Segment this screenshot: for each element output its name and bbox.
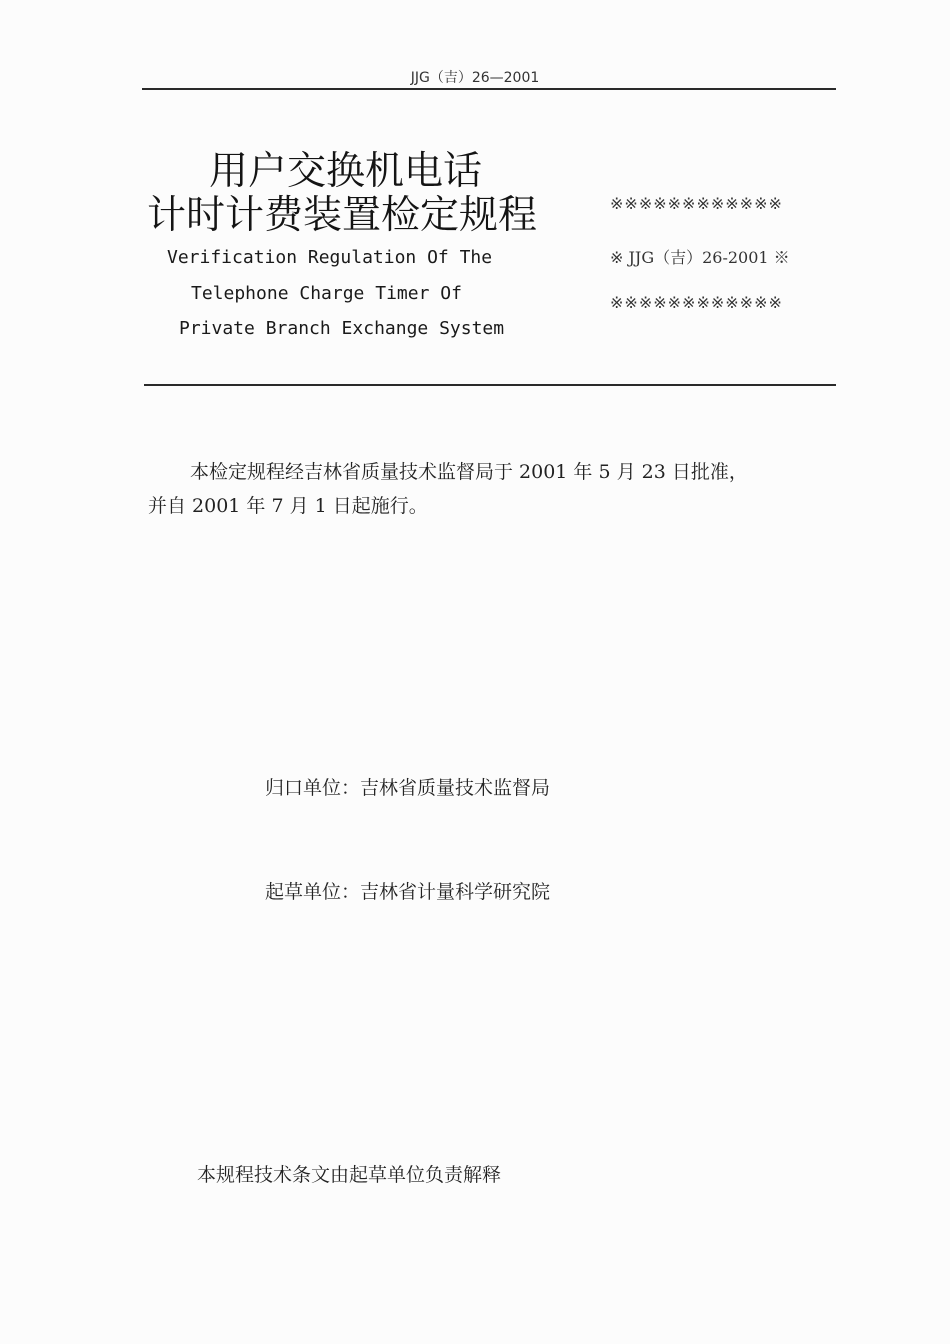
title-divider — [144, 384, 836, 386]
drafting-unit: 起草单位：吉林省计量科学研究院 — [265, 881, 551, 903]
title-cn-line2: 计时计费装置检定规程 — [147, 193, 538, 238]
responsible-unit: 归口单位：吉林省质量技术监督局 — [265, 777, 551, 799]
header-divider — [142, 88, 836, 90]
title-en-line3: Private Branch Exchange System — [179, 318, 505, 339]
header-code: JJG（吉）26—2001 — [410, 70, 540, 86]
code-box-top: ※※※※※※※※※※※※ — [610, 194, 783, 213]
title-cn-line1: 用户交换机电话 — [209, 149, 483, 194]
interpretation-note: 本规程技术条文由起草单位负责解释 — [197, 1164, 502, 1186]
code-box-bottom: ※※※※※※※※※※※※ — [610, 293, 783, 312]
approval-line2: 并自 2001 年 7 月 1 日起施行。 — [148, 495, 428, 517]
code-box-middle: ※ JJG（吉）26-2001 ※ — [610, 248, 790, 267]
title-en-line1: Verification Regulation Of The — [167, 247, 493, 268]
title-en-line2: Telephone Charge Timer Of — [191, 283, 462, 304]
approval-line1: 本检定规程经吉林省质量技术监督局于 2001 年 5 月 23 日批准， — [190, 461, 748, 483]
